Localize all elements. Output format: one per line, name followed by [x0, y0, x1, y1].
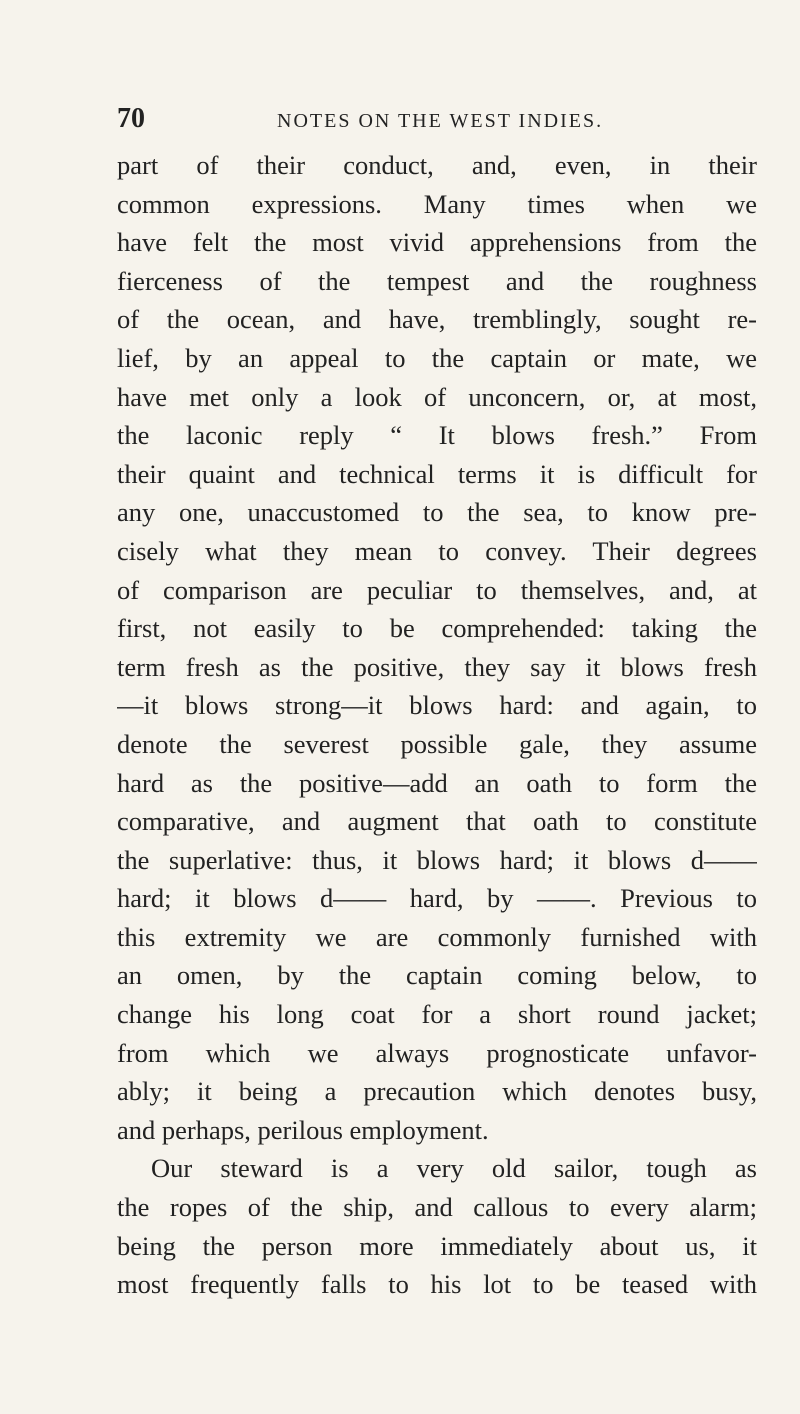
text-line: Our steward is a very old sailor, tough as: [151, 1153, 757, 1184]
text-line: common expressions. Many times when we: [117, 188, 757, 219]
text-line: cisely what they mean to convey. Their degrees: [117, 535, 757, 566]
text-line: fierceness of the tempest and the roughness: [117, 265, 757, 296]
text-line: hard as the positive—add an oath to form the: [117, 767, 757, 798]
running-head: NOTES ON THE WEST INDIES.: [277, 110, 604, 132]
text-line: of the ocean, and have, tremblingly, sought re-: [117, 304, 757, 335]
text-line: lief, by an appeal to the captain or mate, we: [117, 342, 757, 373]
text-line: from which we always prognosticate unfavor-: [117, 1037, 757, 1068]
text-line: the laconic reply “ It blows fresh.” From: [117, 420, 757, 451]
text-line: this extremity we are commonly furnished with: [117, 921, 757, 952]
text-line: first, not easily to be comprehended: taking the: [117, 613, 757, 644]
text-line: part of their conduct, and, even, in their: [117, 150, 757, 180]
text-line: —it blows strong—it blows hard: and again, to: [117, 690, 757, 721]
text-line: have felt the most vivid apprehensions from the: [117, 227, 757, 258]
text-line: hard; it blows d—— hard, by ——. Previous to: [117, 883, 757, 914]
text-line: term fresh as the positive, they say it blows fresh: [117, 651, 757, 682]
text-line: ably; it being a precaution which denotes busy,: [117, 1076, 757, 1107]
text-line: and perhaps, perilous employment.: [117, 1114, 489, 1145]
text-line: have met only a look of unconcern, or, at most,: [117, 381, 757, 412]
text-line: an omen, by the captain coming below, to: [117, 960, 757, 991]
text-line: the ropes of the ship, and callous to every alarm;: [117, 1192, 757, 1223]
text-line: their quaint and technical terms it is difficult for: [117, 458, 757, 489]
text-line: change his long coat for a short round jacket;: [117, 999, 757, 1030]
text-line: any one, unaccustomed to the sea, to know pre-: [117, 497, 757, 528]
text-line: most frequently falls to his lot to be teased with: [117, 1269, 757, 1300]
text-line: being the person more immediately about us, it: [117, 1230, 757, 1261]
text-line: the superlative: thus, it blows hard; it blows d——: [117, 844, 757, 875]
text-line: comparative, and augment that oath to constitute: [117, 806, 757, 837]
page-header: [117, 103, 740, 143]
page-number: 70: [117, 103, 145, 134]
text-line: of comparison are peculiar to themselves, and, at: [117, 574, 757, 605]
text-line: denote the severest possible gale, they assume: [117, 728, 757, 759]
body-text: [117, 146, 757, 1304]
